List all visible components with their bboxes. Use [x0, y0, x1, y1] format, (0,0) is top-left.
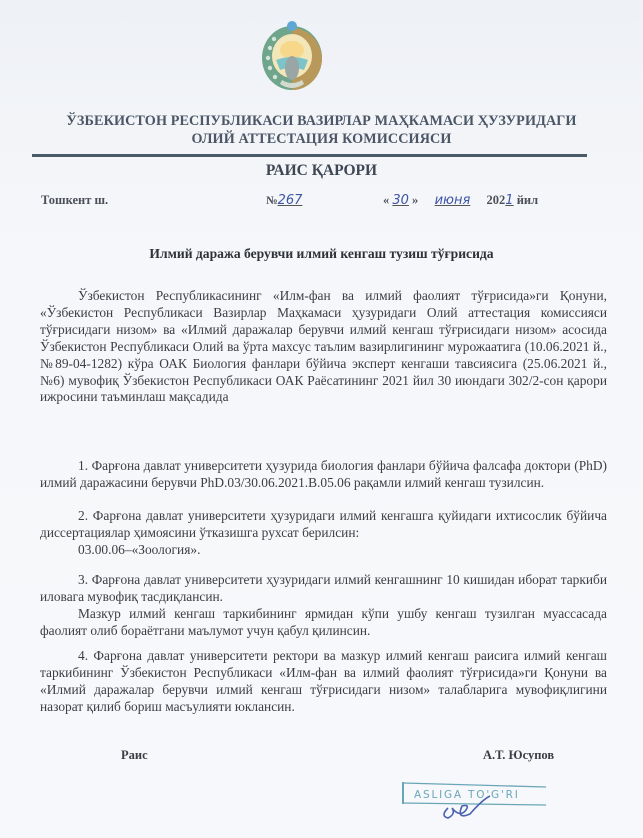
preamble — [40, 288, 607, 406]
handwritten-day: 30 — [392, 193, 409, 208]
item-1-text: 1. Фарғона давлат университети ҳузурида биология фанлари бўйича фалсафа доктори (PhD) илмий даражасини берувчи PhD.03/30.06.2021.B.05.06 рақамли илмий кенгаш тузилсин. — [40, 458, 607, 490]
signatory-name: А.Т. Юсупов — [483, 748, 555, 762]
organization-name-line2: ОЛИЙ АТТЕСТАЦИЯ КОМИССИЯСИ — [191, 131, 452, 147]
item-2 — [40, 508, 607, 559]
header-divider — [32, 154, 587, 157]
item-3-note — [40, 606, 607, 640]
number-sign: № — [266, 195, 278, 207]
stamp-text: ASLIGA TO'G'RI — [414, 789, 520, 801]
state-emblem-icon — [258, 14, 326, 94]
item-3-text: 3. Фарғона давлат университети ҳузуридаги илмий кенгашнинг 10 кишидан иборат таркиби иловага мувофиқ тасдиқлансин. — [40, 572, 607, 604]
handwritten-year-digit: 1 — [505, 193, 514, 208]
document-subject: Илмий даража берувчи илмий кенгаш тузиш тўғрисида — [149, 246, 494, 261]
order-date — [383, 193, 538, 208]
handwritten-month: июня — [434, 193, 471, 208]
quote-open: « — [383, 193, 390, 207]
item-2-text: 2. Фарғона давлат университети ҳузуридаги илмий кенгашга қуйидаги ихтисослик бўйича диссертациялар ҳимоясини ўтказишга рухсат берилсин: — [40, 508, 607, 540]
specialty-code: 03.00.06–«Зоология». — [78, 541, 201, 557]
year-prefix: 202 — [486, 193, 506, 207]
organization-name-line1: ЎЗБЕКИСТОН РЕСПУБЛИКАСИ ВАЗИРЛАР МАҲКАМАСИ ҲУЗУРИДАГИ — [66, 113, 577, 129]
item-3-note-text: Мазкур илмий кенгаш таркибининг ярмидан кўпи ушбу кенгаш тузилган муассасада фаолият олиб бораётгани маълумот учун қабул қилинсин. — [40, 606, 607, 638]
item-4 — [40, 648, 607, 716]
item-3 — [40, 572, 607, 606]
certified-copy-stamp — [400, 778, 550, 823]
city-label: Тошкент ш. — [41, 193, 109, 207]
order-number — [266, 193, 302, 208]
item-1 — [40, 458, 607, 492]
preamble-text: Ўзбекистон Республикасининг «Илм-фан ва илмий фаолият тўғрисида»ги Қонуни, «Ўзбекистон Республикаси Вазирлар Маҳкамаси ҳузуридаги Олий аттестация комиссияси тўғрисидаги низом» ва «Илмий даражалар берувчи илмий кенгаш тўғрисидаги низом» асосида Ўзбекистон Республикаси Олий ва ўрта махсус таълим вазирлигининг мурожаатига (10.06.2021 й., №89-04-1282) кўра ОАК Биология фанлари бўйича эксперт кенгаши тавсиясига (25.06.2021 й., №6) мувофиқ Ўзбекистон Республикаси ОАК Раёсатининг 2021 йил 30 июндаги 302/2-сон қарори ижросини таъминлаш мақсадида — [40, 288, 607, 405]
signatory-role: Раис — [121, 748, 148, 762]
quote-close: » — [412, 193, 419, 207]
document-type-title: РАИС ҚАРОРИ — [265, 162, 378, 179]
handwritten-number: 267 — [277, 193, 303, 208]
item-4-text: 4. Фарғона давлат университети ректори ва мазкур илмий кенгаш раисига илмий кенгаш таркибининг Ўзбекистон Республикаси «Илм-фан ва илмий фаолият тўғрисида»ги Қонуни ва «Илмий даражалар берувчи илмий кенгаш тўғрисидаги низом» талабларига мувофиқлигини назорат қилиб бориш масъулияти юклансин. — [40, 648, 607, 714]
year-suffix: йил — [516, 193, 539, 207]
